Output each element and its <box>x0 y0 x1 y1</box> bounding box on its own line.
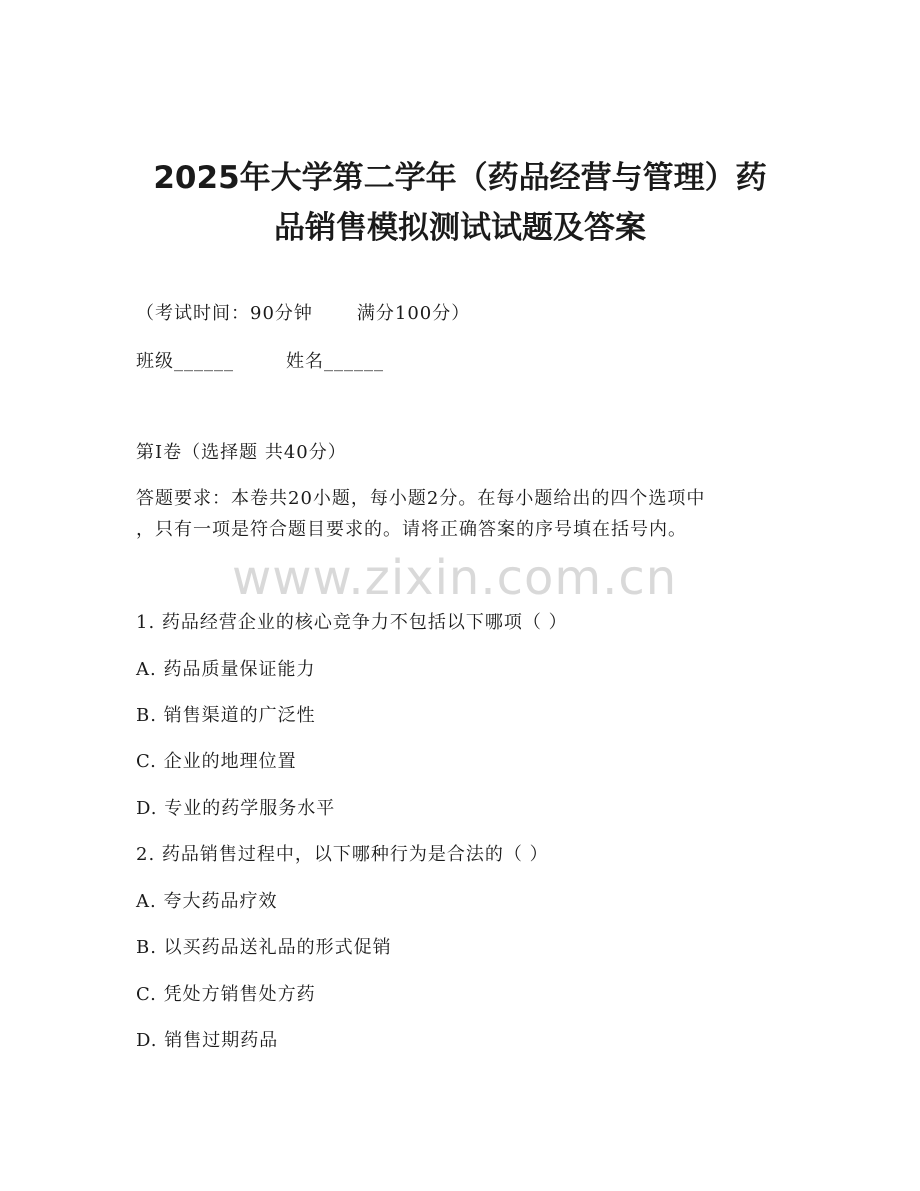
watermark-text: www.zixin.com.cn <box>232 550 678 606</box>
section-instructions-line-1: 答题要求：本卷共20小题，每小题2分。在每小题给出的四个选项中 <box>136 488 706 509</box>
question-option: D. 销售过期药品 <box>136 1030 279 1051</box>
exam-time: （考试时间：90分钟 <box>136 303 313 324</box>
question-stem: 1. 药品经营企业的核心竞争力不包括以下哪项（ ） <box>136 612 568 633</box>
name-field: 姓名______ <box>286 351 384 372</box>
document-title-line-1: 2025年大学第二学年（药品经营与管理）药 <box>153 160 767 196</box>
class-field: 班级______ <box>136 351 234 372</box>
student-info-row <box>136 350 384 374</box>
question-option: A. 药品质量保证能力 <box>136 659 316 680</box>
question-option: B. 销售渠道的广泛性 <box>136 705 316 726</box>
exam-score: 满分100分） <box>356 303 471 324</box>
question-option: A. 夸大药品疗效 <box>136 891 278 912</box>
question-option: C. 企业的地理位置 <box>136 751 297 772</box>
exam-info-row <box>136 302 470 326</box>
document-title-line-2: 品销售模拟测试试题及答案 <box>274 210 646 246</box>
section-title: 第I卷（选择题 共40分） <box>136 442 347 463</box>
question-option: D. 专业的药学服务水平 <box>136 798 336 819</box>
question-option: C. 凭处方销售处方药 <box>136 984 316 1005</box>
question-stem: 2. 药品销售过程中，以下哪种行为是合法的（ ） <box>136 844 549 865</box>
question-option: B. 以买药品送礼品的形式促销 <box>136 937 392 958</box>
section-instructions-line-2: ，只有一项是符合题目要求的。请将正确答案的序号填在括号内。 <box>136 519 687 540</box>
